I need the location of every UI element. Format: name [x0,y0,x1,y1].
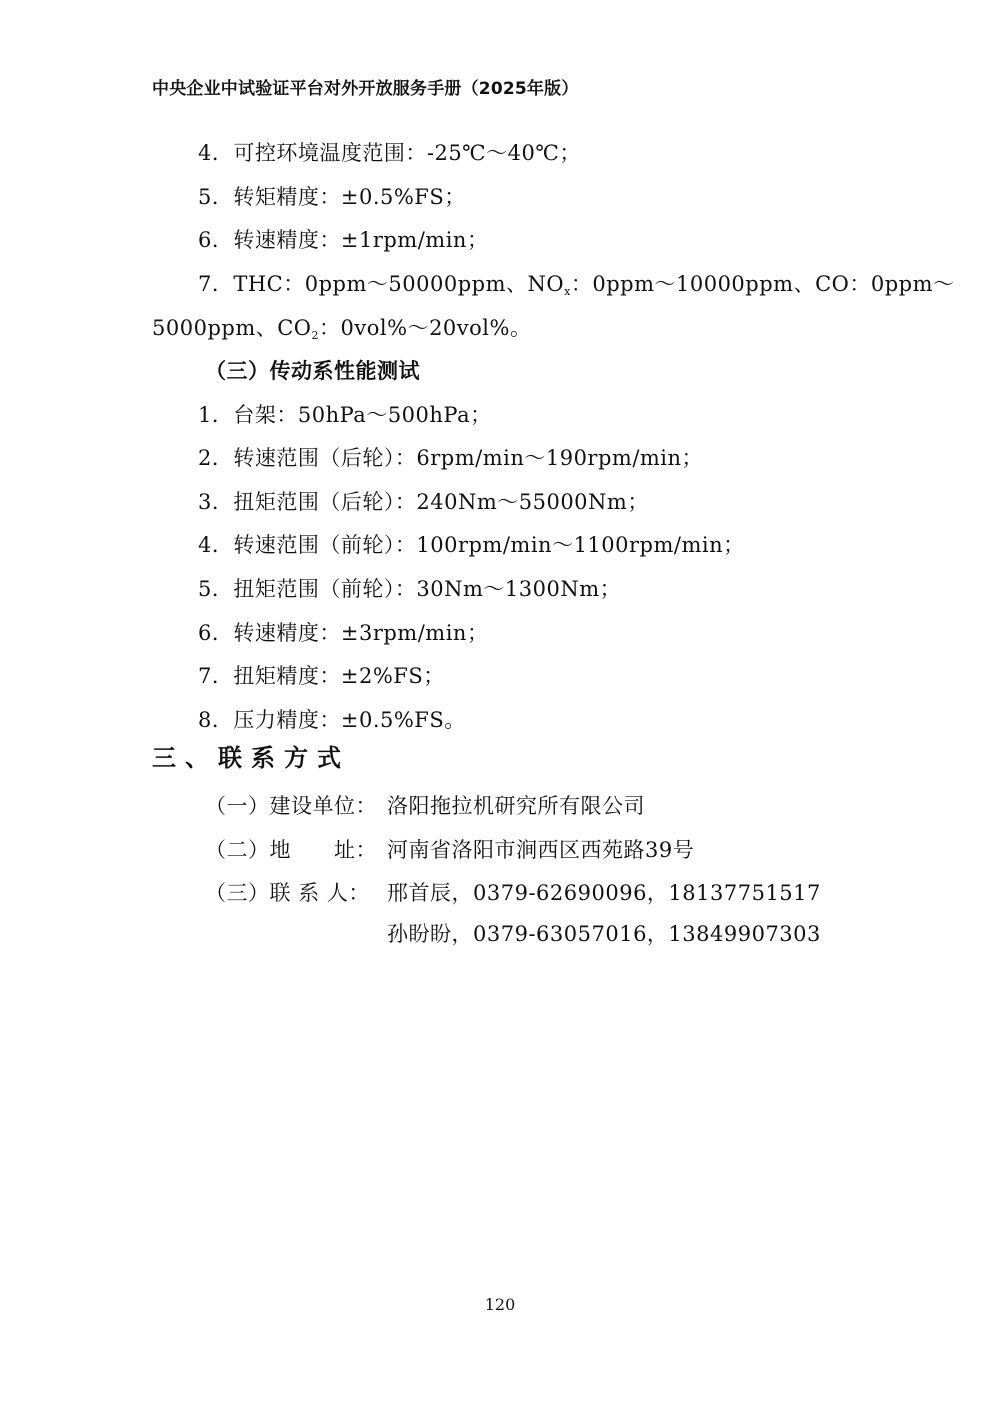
section3-item-8: 8．压力精度：±0.5%FS。 [198,708,466,732]
spec-item-4: 4．可控环境温度范围：-25℃～40℃； [198,141,581,165]
item7-part1: 7．THC：0ppm～50000ppm、NO [198,272,565,296]
contact-address [205,834,694,864]
page-number: 120 [484,1295,516,1314]
contact-unit [205,790,645,820]
contact-person-2: 孙盼盼，0379-63057016，13849907303 [387,922,821,946]
spec-item-6: 6．转速精度：±1rpm/min； [198,228,489,252]
contact-person-label: （三）联 系 人： [205,881,370,905]
contact-person [205,877,821,907]
section3-item-2: 2．转速范围（后轮）：6rpm/min～190rpm/min； [198,446,704,470]
page-header: 中央企业中试验证平台对外开放服务手册（2025年版） [152,79,579,99]
spec-item-7-line2 [152,312,531,342]
section3-item-4: 4．转速范围（前轮）：100rpm/min～1100rpm/min； [198,533,745,557]
contact-address-value: 河南省洛阳市涧西区西苑路39号 [387,838,695,862]
section3-title: （三）传动系性能测试 [205,358,420,383]
item7-line2b: ：0vol%～20vol%。 [319,316,532,340]
section3-item-6: 6．转速精度：±3rpm/min； [198,621,489,645]
section3-item-5: 5．扭矩范围（前轮）：30Nm～1300Nm； [198,577,622,601]
section3-item-1: 1．台架：50hPa～500hPa； [198,403,492,427]
item7-part2: ：0ppm～10000ppm、CO：0ppm～ [570,272,955,296]
spec-item-5: 5．转矩精度：±0.5%FS； [198,185,466,209]
contact-unit-value: 洛阳拖拉机研究所有限公司 [387,794,645,818]
contact-person-1: 邢首辰，0379-62690096，18137751517 [387,881,821,905]
section3-item-7: 7．扭矩精度：±2%FS； [198,664,445,688]
section3-item-3: 3．扭矩范围（后轮）：240Nm～55000Nm； [198,490,649,514]
contact-address-label: （二）地 址： [205,838,377,862]
spec-item-7-line1 [198,268,955,298]
contact-heading: 三、联系方式 [152,744,350,772]
contact-unit-label: （一）建设单位： [205,794,377,818]
item7-sub2: 2 [311,329,320,342]
item7-sub1: x [564,285,571,298]
item7-line2a: 5000ppm、CO [152,316,312,340]
